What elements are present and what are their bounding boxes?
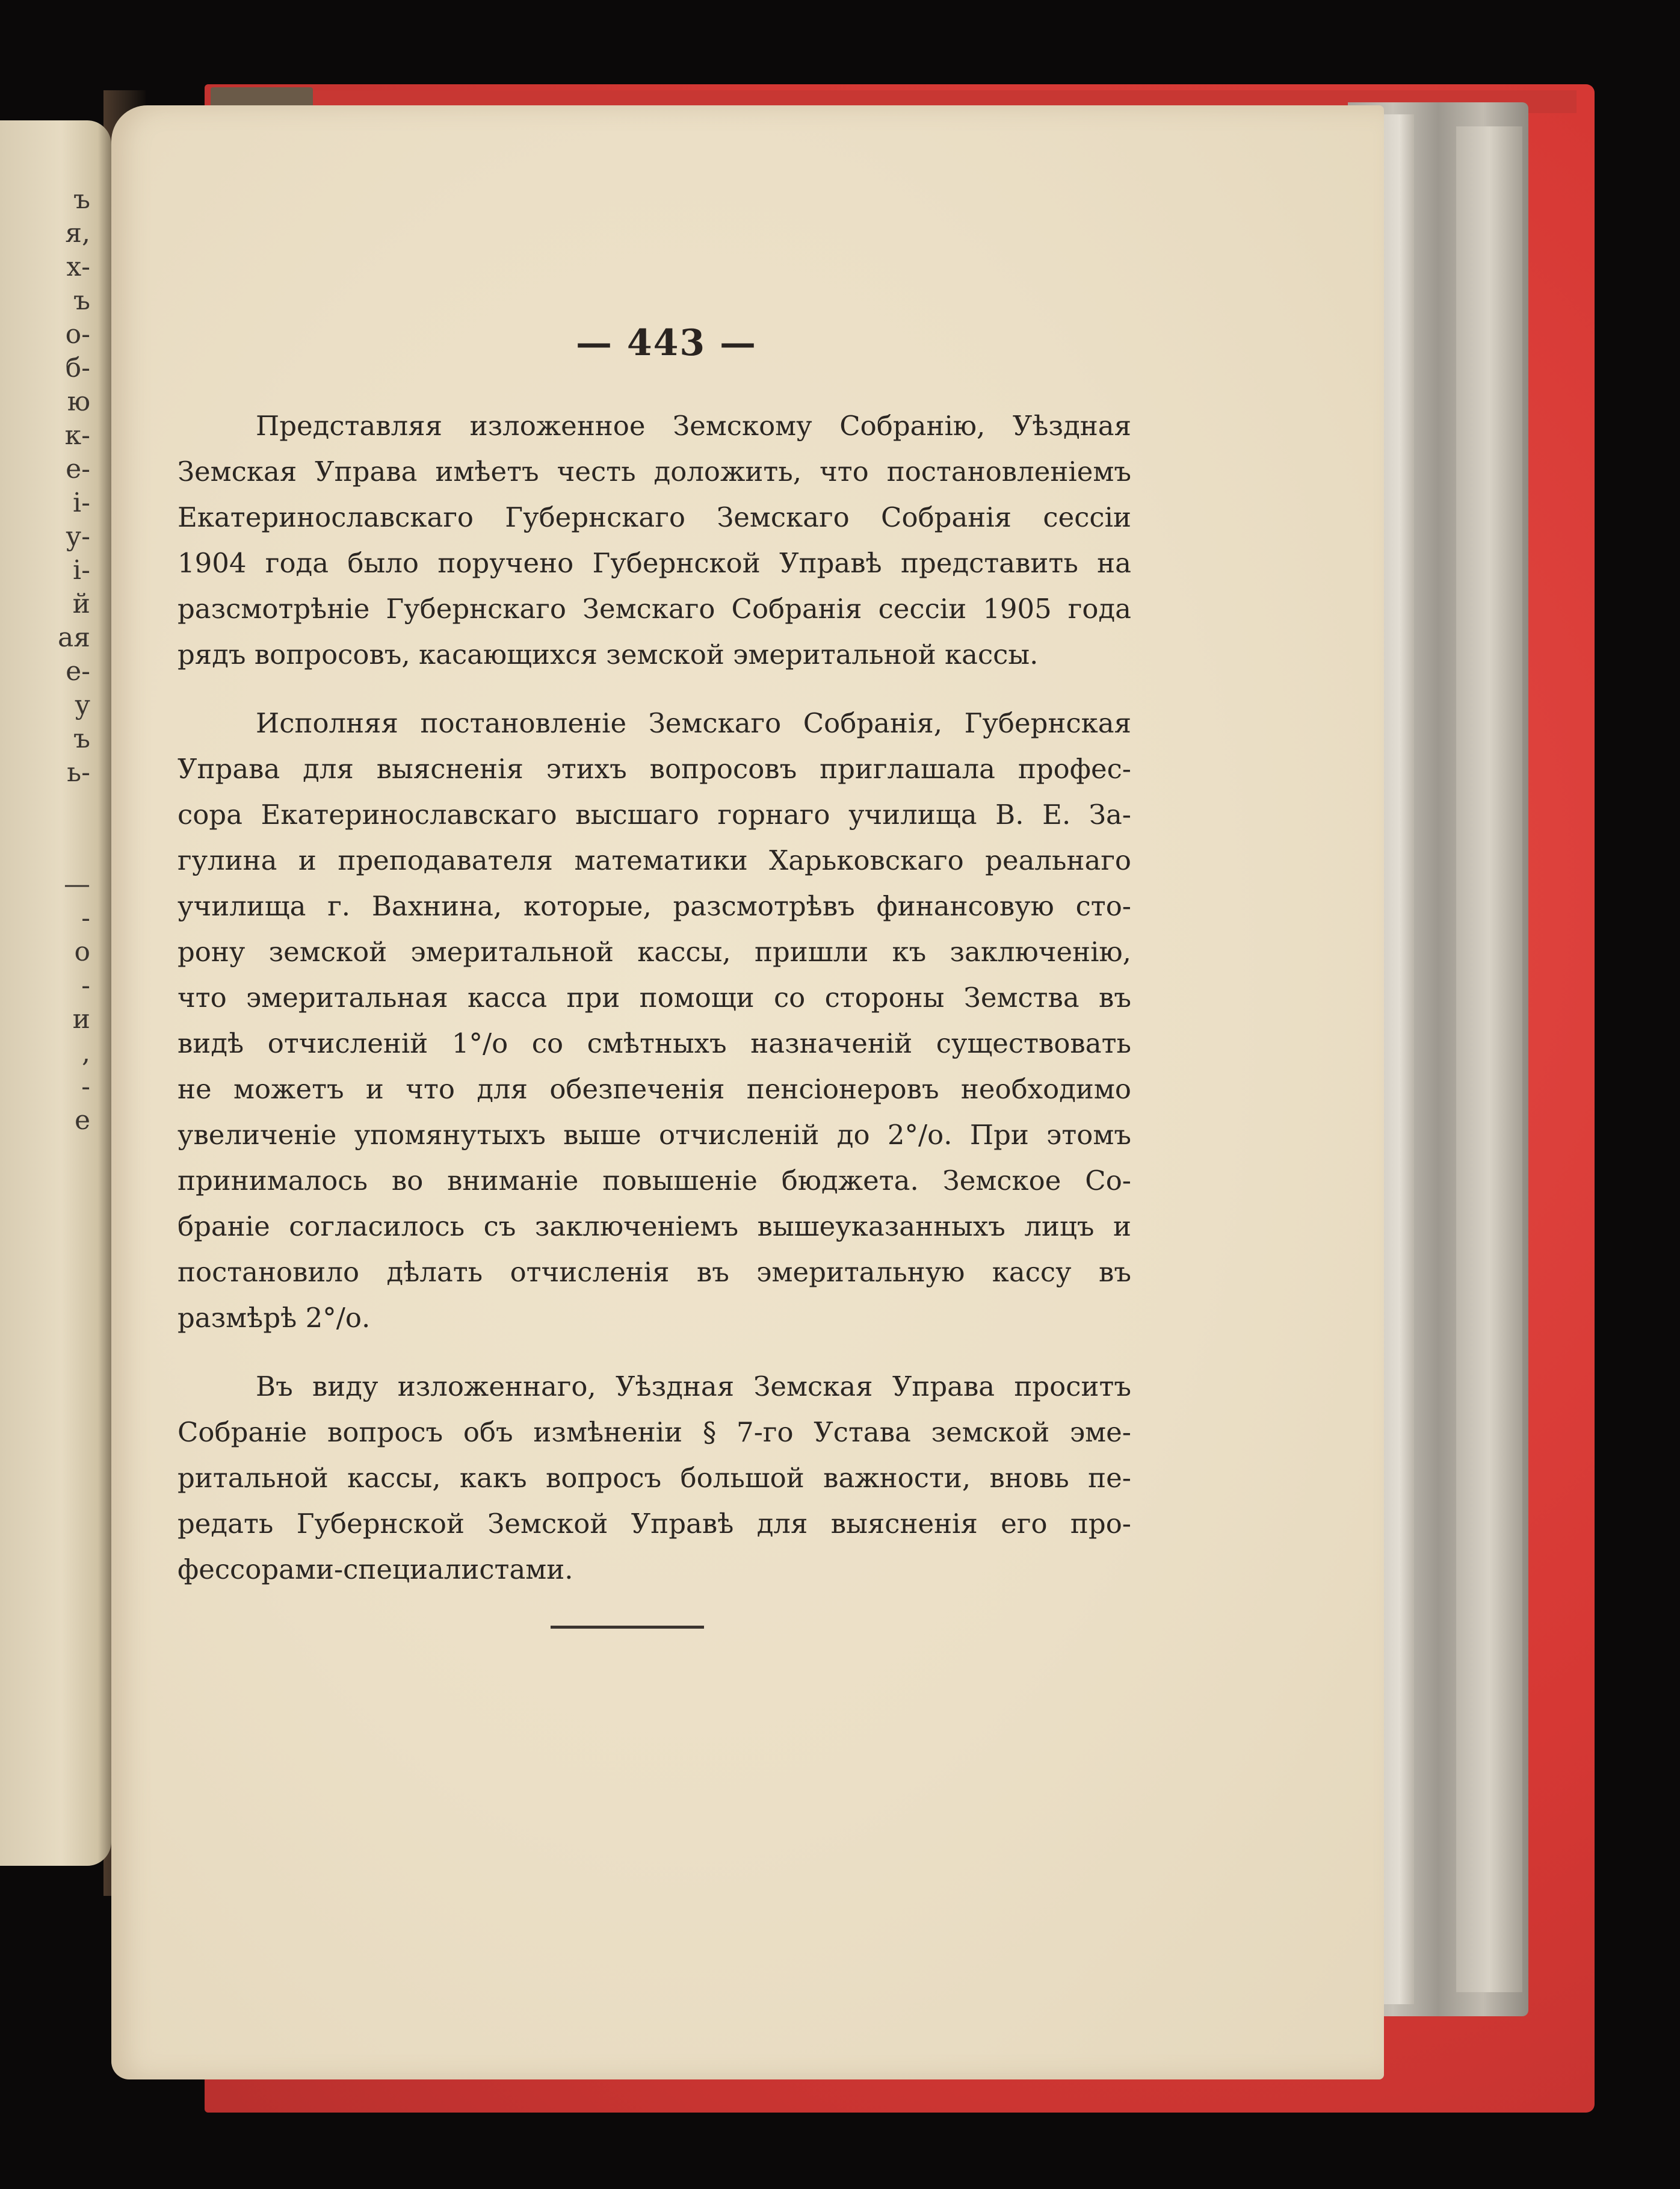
left-page-fragment: - — [81, 970, 90, 1001]
left-page-fragment: і- — [73, 555, 90, 586]
left-page-fragment: о — [74, 937, 90, 967]
closing-rule — [551, 1626, 704, 1629]
left-page-text-fragments — [0, 120, 90, 1866]
text-line: Собраніе вопросъ объ измѣненіи § 7-го Устава земской эме- — [178, 1416, 1131, 1448]
text-line: Представляя изложенное Земскому Собранію, Уѣздная — [256, 410, 1131, 442]
page-body — [178, 403, 1131, 1593]
left-page-fragment: , — [82, 1038, 90, 1068]
page-content — [178, 322, 1131, 1629]
text-line: гулина и преподавателя математики Харьковскаго реальнаго — [178, 844, 1131, 876]
left-page-fragment: х- — [66, 252, 90, 282]
page-edges-outer — [1456, 126, 1522, 1992]
left-page-fragment: у- — [66, 521, 90, 552]
text-line: училища г. Вахнина, которые, разсмотрѣвъ финансовую сто- — [178, 890, 1131, 922]
text-line: Исполняя постановленіе Земскаго Собранія, Губернская — [256, 707, 1131, 739]
left-page-fragment: ь- — [67, 757, 90, 788]
left-page-fragment: - — [81, 1071, 90, 1102]
left-page-fragment: у — [75, 690, 90, 720]
left-page-fragment: к- — [64, 420, 90, 451]
text-line: ритальной кассы, какъ вопросъ большой важности, вновь пе- — [178, 1462, 1131, 1494]
left-page-fragment: ая — [58, 622, 90, 653]
left-page-fragment: е — [74, 1105, 90, 1136]
left-page-fragment: — — [64, 869, 90, 900]
right-page — [111, 105, 1384, 2079]
left-page-fragment: о- — [65, 319, 90, 350]
text-line: Екатеринославскаго Губернскаго Земскаго Собранія сессіи — [178, 501, 1131, 533]
text-line: Управа для выясненія этихъ вопросовъ приглашала профес- — [178, 753, 1131, 785]
paragraph — [178, 403, 1131, 678]
left-page-fragment: ъ — [73, 723, 90, 754]
text-line: принималось во вниманіе повышеніе бюджета. Земское Со- — [178, 1165, 1131, 1197]
text-line: Въ виду изложеннаго, Уѣздная Земская Управа проситъ — [256, 1370, 1131, 1402]
text-line: Земская Управа имѣетъ честь доложить, что постановленіемъ — [178, 456, 1131, 488]
text-line: рону земской эмеритальной кассы, пришли къ заключенію, — [178, 936, 1131, 968]
left-page-fragment: - — [81, 903, 90, 933]
left-page-fragment: е- — [66, 454, 90, 485]
text-line: не можетъ и что для обезпеченія пенсіонеровъ необходимо — [178, 1073, 1131, 1105]
left-page — [0, 120, 111, 1866]
left-page-fragment: і- — [73, 488, 90, 518]
text-line: постановило дѣлать отчисленія въ эмеритальную кассу въ — [178, 1256, 1131, 1288]
text-line: 1904 года было поручено Губернской Управѣ представить на — [178, 547, 1131, 579]
left-page-fragment: е- — [66, 656, 90, 687]
text-line: редать Губернской Земской Управѣ для выясненія его про- — [178, 1508, 1131, 1540]
text-line: рядъ вопросовъ, касающихся земской эмеритальной кассы. — [178, 639, 1039, 670]
left-page-fragment: й — [72, 589, 90, 619]
text-line: увеличеніе упомянутыхъ выше отчисленій до 2°/о. При этомъ — [178, 1119, 1131, 1151]
text-line: что эмеритальная касса при помощи со стороны Земства въ — [178, 982, 1131, 1014]
text-line: видѣ отчисленій 1°/о со смѣтныхъ назначеній существовать — [178, 1027, 1131, 1059]
left-page-fragment: и — [72, 1004, 90, 1035]
text-line: фессорами-специалистами. — [178, 1553, 573, 1585]
left-page-fragment: я, — [65, 218, 90, 249]
text-line: размѣрѣ 2°/о. — [178, 1302, 371, 1334]
text-line: браніе согласилось съ заключеніемъ вышеуказанныхъ лицъ и — [178, 1210, 1131, 1242]
left-page-fragment: б- — [65, 353, 90, 383]
paragraph — [178, 1364, 1131, 1593]
page-number: — 443 — — [575, 322, 758, 364]
left-page-fragment: ъ — [73, 184, 90, 215]
text-line: разсмотрѣніе Губернскаго Земскаго Собранія сессіи 1905 года — [178, 593, 1131, 625]
left-page-fragment: ъ — [73, 285, 90, 316]
text-line: сора Екатеринославскаго высшаго горнаго училища В. Е. За- — [178, 799, 1131, 831]
paragraph — [178, 701, 1131, 1341]
left-page-fragment: ю — [67, 386, 90, 417]
